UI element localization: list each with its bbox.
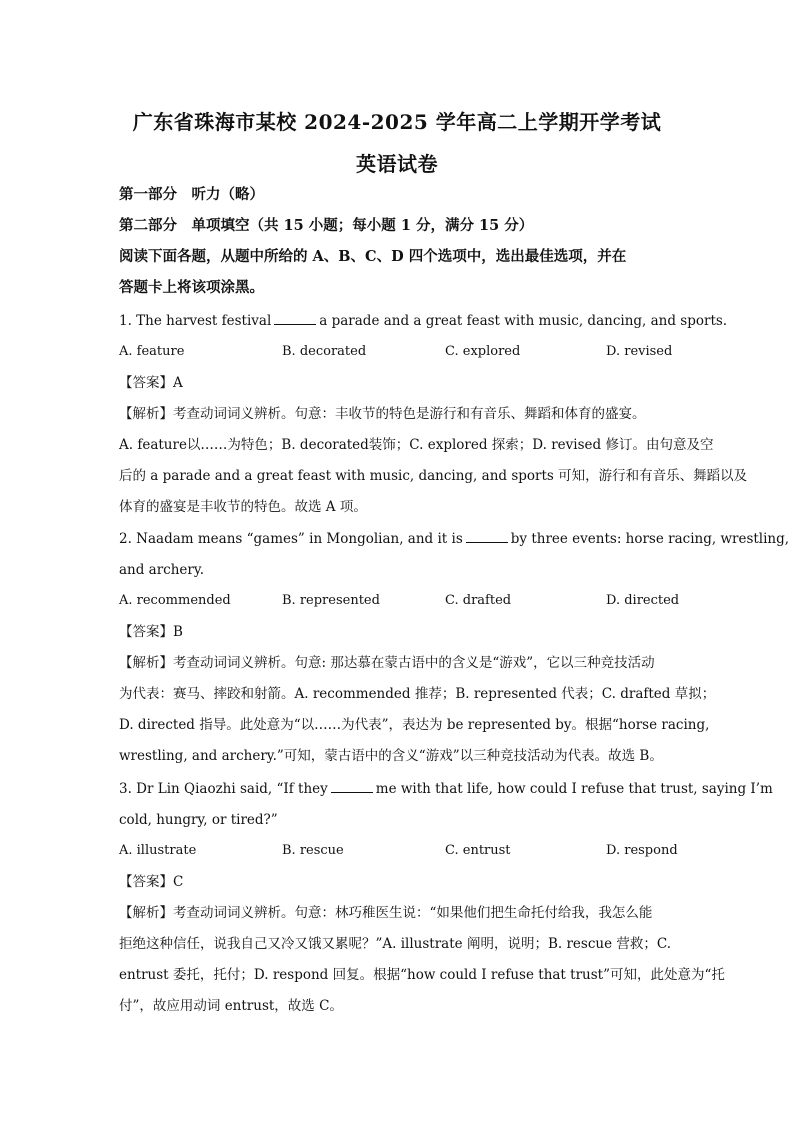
section-part2: 第二部分 单项填空（共 15 小题；每小题 1 分，满分 15 分） xyxy=(119,217,534,234)
question-1-stem-after: a parade and a great feast with music, dancing, and sports. xyxy=(319,313,728,329)
question-3-option-d: D. respond xyxy=(606,843,678,858)
question-2-option-a: A. recommended xyxy=(119,593,231,608)
question-1-analysis-line-1: 【解析】考查动词词义辨析。句意：丰收节的特色是游行和有音乐、舞蹈和体育的盛宴。 xyxy=(119,406,646,422)
question-1-stem-before: 1. The harvest festival xyxy=(119,313,272,329)
question-2-stem-line-2: and archery. xyxy=(119,562,205,578)
question-1-analysis-line-3: 后的 a parade and a great feast with music, dancing, and sports 可知，游行和有音乐、舞蹈以及 xyxy=(119,468,748,484)
question-2-analysis-line-3: D. directed 指导。此处意为“以……为代表”，表达为 be represented by。根据“horse racing, xyxy=(119,717,710,733)
question-2-analysis-line-2: 为代表：赛马、摔跤和射箭。A. recommended 推荐；B. represented 代表；C. drafted 草拟； xyxy=(119,686,716,702)
question-1-answer: 【答案】A xyxy=(119,375,183,391)
question-2-stem-after: by three events: horse racing, wrestling, xyxy=(510,531,790,547)
question-1-option-b: B. decorated xyxy=(282,344,367,359)
answer-blank xyxy=(274,312,316,325)
question-3-stem xyxy=(119,779,773,799)
instruction-line-2: 答题卡上将该项涂黑。 xyxy=(119,279,264,296)
instruction-line-1: 阅读下面各题，从题中所给的 A、B、C、D 四个选项中，选出最佳选项，并在 xyxy=(119,248,627,265)
answer-blank xyxy=(466,530,508,543)
exam-subtitle: 英语试卷 xyxy=(356,152,438,176)
question-3-analysis-line-3: entrust 委托，托付；D. respond 回复。根据“how could I refuse that trust”可知，此处意为“托 xyxy=(119,967,725,983)
question-2-analysis-line-4: wrestling, and archery.”可知，蒙古语中的含义“游戏”以三种竞技活动为代表。故选 B。 xyxy=(119,748,663,764)
exam-title: 广东省珠海市某校 2024-2025 学年高二上学期开学考试 xyxy=(132,110,662,134)
question-1-option-d: D. revised xyxy=(606,344,673,359)
question-3-analysis-line-2: 拒绝这种信任，说我自己又冷又饿又累呢？”A. illustrate 阐明，说明；B. rescue 营救；C. xyxy=(119,936,671,952)
question-3-option-b: B. rescue xyxy=(282,843,344,858)
question-3-analysis-line-1: 【解析】考查动词词义辨析。句意：林巧稚医生说：“如果他们把生命托付给我，我怎么能 xyxy=(119,905,653,921)
question-3-answer: 【答案】C xyxy=(119,874,184,890)
question-3-stem-after: me with that life, how could I refuse that trust, saying I’m xyxy=(375,781,773,797)
question-3-option-c: C. entrust xyxy=(445,843,511,858)
question-2-answer: 【答案】B xyxy=(119,624,183,640)
question-1-option-a: A. feature xyxy=(119,344,185,359)
question-1-analysis-line-4: 体育的盛宴是丰收节的特色。故选 A 项。 xyxy=(119,499,367,515)
question-2-stem-before: 2. Naadam means “games” in Mongolian, and it is xyxy=(119,531,463,547)
question-1-option-c: C. explored xyxy=(445,344,521,359)
question-2-option-c: C. drafted xyxy=(445,593,512,608)
question-2-stem xyxy=(119,529,790,549)
answer-blank xyxy=(331,780,373,793)
question-1-analysis-line-2: A. feature以……为特色；B. decorated装饰；C. explored 探索；D. revised 修订。由句意及空 xyxy=(119,437,714,453)
question-3-stem-line-2: cold, hungry, or tired?” xyxy=(119,812,278,828)
question-3-analysis-line-4: 付”，故应用动词 entrust，故选 C。 xyxy=(119,998,343,1014)
question-3-stem-before: 3. Dr Lin Qiaozhi said, “If they xyxy=(119,781,328,797)
question-1-stem xyxy=(119,311,728,331)
question-2-option-b: B. represented xyxy=(282,593,380,608)
question-3-option-a: A. illustrate xyxy=(119,843,197,858)
question-2-option-d: D. directed xyxy=(606,593,680,608)
question-2-analysis-line-1: 【解析】考查动词词义辨析。句意: 那达慕在蒙古语中的含义是“游戏”，它以三种竞技活动 xyxy=(119,655,655,671)
section-part1: 第一部分 听力（略） xyxy=(119,186,264,203)
